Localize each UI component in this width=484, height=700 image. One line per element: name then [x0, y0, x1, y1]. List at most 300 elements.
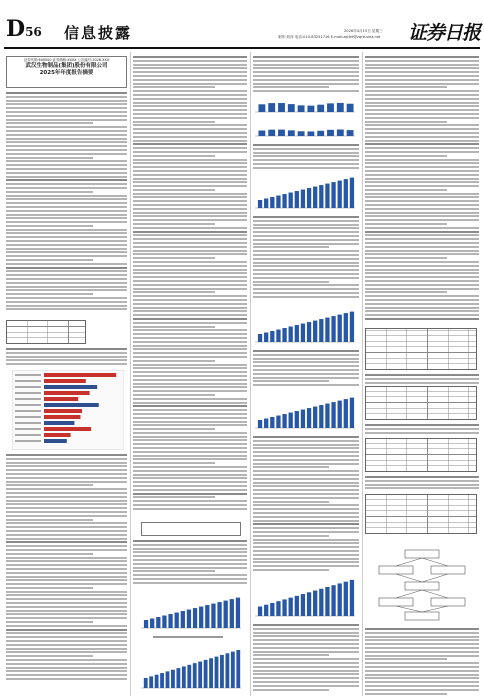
text-line	[133, 162, 247, 164]
text-line	[253, 79, 359, 81]
text-line	[133, 470, 247, 472]
text-line	[133, 508, 247, 510]
bar	[270, 197, 274, 208]
text-line	[365, 159, 479, 161]
text-line	[253, 459, 359, 461]
text-line	[6, 210, 127, 212]
text-line	[365, 178, 479, 180]
text-line	[253, 447, 359, 449]
text-line	[6, 598, 127, 600]
bar	[230, 599, 234, 628]
section-letter: D	[6, 16, 26, 42]
text-line	[133, 212, 247, 214]
text-line	[365, 109, 479, 111]
bar	[313, 187, 317, 208]
text-block	[253, 624, 359, 692]
text-line	[365, 655, 479, 657]
bar	[264, 605, 268, 616]
text-line	[365, 238, 479, 240]
bar	[295, 411, 299, 428]
text-line	[365, 378, 479, 380]
text-line	[6, 481, 127, 483]
text-line	[6, 160, 127, 162]
category-label	[15, 386, 41, 388]
text-line	[133, 303, 247, 305]
text-line	[253, 354, 359, 356]
flow-node	[379, 598, 413, 606]
text-line	[6, 602, 127, 604]
text-line	[253, 155, 359, 157]
bar	[44, 409, 82, 413]
text-line	[365, 685, 479, 687]
bar	[187, 610, 191, 628]
text-line	[6, 145, 127, 147]
column-chart	[253, 574, 357, 620]
text-block	[365, 476, 479, 491]
text-line	[133, 215, 247, 217]
text-line	[365, 272, 479, 274]
text-line	[6, 655, 93, 657]
text-line	[133, 329, 247, 331]
text-line	[133, 193, 247, 195]
column-divider	[130, 52, 131, 696]
text-line	[253, 369, 359, 371]
bar	[44, 433, 71, 437]
text-line	[365, 166, 479, 168]
category-label	[15, 410, 41, 412]
column-4	[365, 52, 479, 696]
text-line	[6, 496, 127, 498]
bar	[44, 397, 78, 401]
text-block	[6, 92, 127, 312]
text-line	[6, 663, 127, 665]
text-line	[253, 651, 359, 653]
text-line	[133, 102, 247, 104]
text-line	[133, 458, 247, 460]
text-block	[6, 348, 127, 367]
text-line	[6, 232, 127, 234]
text-line	[6, 225, 93, 227]
issue-date: 2026年4月15日 星期三	[344, 29, 383, 33]
text-line	[133, 371, 247, 373]
text-line	[133, 582, 247, 584]
text-line	[6, 625, 127, 627]
text-line	[6, 282, 127, 284]
text-line	[133, 455, 247, 457]
text-line	[365, 67, 479, 69]
text-line	[365, 102, 479, 104]
category-label	[15, 428, 41, 430]
text-line	[6, 183, 127, 185]
category-label	[15, 416, 41, 418]
text-line	[6, 477, 127, 479]
company-name: 武汉生物制品(集团)股份有限公司	[25, 63, 108, 69]
text-line	[253, 451, 359, 453]
text-line	[365, 90, 479, 92]
text-line	[253, 250, 359, 252]
text-line	[253, 277, 359, 279]
text-line	[133, 574, 247, 576]
column-chart	[139, 592, 243, 632]
text-line	[365, 250, 479, 252]
text-line	[253, 83, 359, 85]
text-line	[133, 489, 247, 491]
text-line	[6, 297, 127, 299]
text-line	[253, 685, 359, 687]
text-line	[6, 545, 127, 547]
text-line	[133, 178, 247, 180]
text-block	[253, 144, 359, 171]
bar	[44, 379, 86, 383]
text-line	[133, 250, 247, 252]
text-line	[253, 75, 359, 77]
text-line	[6, 591, 127, 593]
text-line	[133, 428, 215, 430]
text-line	[365, 136, 479, 138]
bar	[317, 131, 324, 136]
text-line	[253, 639, 359, 641]
text-line	[365, 428, 479, 430]
text-line	[365, 284, 479, 286]
text-line	[365, 105, 479, 107]
text-line	[6, 640, 127, 642]
text-line	[6, 648, 127, 650]
text-line	[253, 539, 359, 541]
bar	[298, 131, 305, 136]
text-line	[365, 280, 479, 282]
text-line	[365, 212, 479, 214]
text-line	[365, 276, 479, 278]
text-line	[253, 647, 359, 649]
bar	[162, 616, 166, 628]
text-block	[365, 628, 479, 696]
text-line	[365, 147, 479, 149]
text-line	[365, 689, 479, 691]
column-divider	[362, 52, 363, 696]
text-line	[253, 516, 359, 518]
text-line	[253, 558, 359, 560]
bar	[150, 619, 154, 628]
text-line	[133, 436, 247, 438]
bar	[350, 398, 354, 428]
text-line	[133, 386, 247, 388]
text-line	[365, 265, 479, 267]
column-chart	[253, 122, 357, 140]
horizontal-bar-chart	[12, 370, 124, 450]
text-line	[253, 227, 359, 229]
text-line	[133, 551, 247, 553]
text-line	[133, 540, 247, 542]
text-line	[253, 463, 359, 465]
text-line	[133, 83, 247, 85]
text-line	[253, 361, 359, 363]
bar	[282, 414, 286, 428]
text-line	[365, 651, 479, 653]
text-line	[6, 492, 127, 494]
text-line	[6, 606, 127, 608]
bar	[301, 324, 305, 342]
text-line	[253, 689, 329, 691]
text-line	[133, 208, 247, 210]
text-line	[133, 231, 247, 233]
text-line	[133, 496, 215, 498]
text-line	[253, 384, 359, 386]
text-line	[6, 267, 127, 269]
category-label	[15, 392, 41, 394]
text-line	[253, 493, 359, 495]
bar	[268, 103, 275, 112]
text-line	[133, 204, 247, 206]
text-line	[133, 398, 247, 400]
text-line	[365, 677, 479, 679]
text-line	[133, 567, 247, 569]
text-line	[253, 56, 359, 58]
text-line	[6, 138, 127, 140]
text-line	[133, 265, 247, 267]
text-line	[133, 318, 247, 320]
bar	[327, 103, 334, 112]
text-line	[253, 235, 359, 237]
text-line	[6, 286, 127, 288]
text-line	[6, 107, 127, 109]
text-line	[253, 531, 359, 533]
report-title	[6, 58, 127, 77]
category-label	[15, 440, 41, 442]
text-line	[253, 60, 359, 62]
text-block	[365, 56, 479, 322]
flow-node	[431, 566, 465, 574]
text-line	[365, 86, 447, 88]
text-line	[133, 417, 247, 419]
flow-diagram	[369, 548, 475, 622]
text-line	[133, 159, 247, 161]
bar	[258, 420, 262, 428]
text-line	[365, 185, 479, 187]
text-line	[253, 527, 359, 529]
text-line	[133, 337, 247, 339]
text-line	[6, 534, 127, 536]
bar	[258, 200, 262, 208]
bar	[313, 407, 317, 428]
text-line	[6, 587, 93, 589]
text-line	[133, 310, 247, 312]
text-block	[365, 374, 479, 385]
text-line	[365, 484, 479, 486]
bar	[258, 607, 262, 617]
text-line	[133, 219, 247, 221]
text-block	[253, 436, 359, 573]
bar	[307, 408, 311, 428]
bar	[350, 312, 354, 342]
text-line	[253, 365, 359, 367]
text-line	[133, 485, 247, 487]
text-line	[6, 579, 127, 581]
text-line	[6, 507, 127, 509]
text-line	[133, 462, 215, 464]
text-line	[253, 292, 359, 294]
stock-code-line: 证券代码:600000 证券简称:XXXX 公告编号:2026-XXX	[23, 58, 110, 62]
text-line	[6, 458, 127, 460]
text-line	[253, 296, 359, 298]
text-line	[133, 544, 247, 546]
text-line	[133, 117, 247, 119]
column-chart	[253, 306, 357, 346]
flow-node	[379, 566, 413, 574]
bar	[350, 178, 354, 208]
text-line	[253, 550, 359, 552]
text-line	[253, 284, 359, 286]
text-line	[253, 350, 359, 352]
text-line	[6, 278, 127, 280]
bar	[231, 652, 235, 688]
text-line	[365, 128, 479, 130]
bar	[168, 614, 172, 628]
text-line	[133, 548, 247, 550]
text-line	[253, 231, 359, 233]
text-line	[133, 326, 215, 328]
bar	[331, 402, 335, 428]
bar	[276, 601, 280, 616]
bar	[301, 190, 305, 208]
text-line	[365, 269, 479, 271]
text-line	[365, 170, 479, 172]
bar	[319, 185, 323, 208]
bar	[193, 663, 197, 688]
column-1	[6, 52, 127, 696]
bar	[149, 676, 153, 688]
text-line	[6, 594, 127, 596]
text-line	[6, 115, 127, 117]
text-line	[365, 693, 447, 695]
text-line	[253, 658, 359, 660]
text-line	[6, 236, 127, 238]
bar	[338, 181, 342, 208]
text-line	[6, 187, 127, 189]
text-line	[6, 172, 127, 174]
text-line	[133, 504, 247, 506]
text-line	[253, 444, 359, 446]
text-line	[253, 152, 359, 154]
bar	[282, 328, 286, 342]
page-header	[0, 0, 484, 52]
bar	[155, 675, 159, 688]
text-line	[6, 96, 127, 98]
text-block	[6, 454, 127, 682]
text-line	[253, 677, 359, 679]
column-3	[253, 52, 359, 696]
bar	[175, 613, 179, 628]
text-line	[253, 489, 359, 491]
text-line	[133, 383, 247, 385]
text-line	[6, 164, 127, 166]
bar	[344, 313, 348, 342]
text-line	[6, 149, 127, 151]
text-line	[133, 405, 247, 407]
text-line	[365, 189, 447, 191]
text-line	[133, 314, 247, 316]
bar	[307, 131, 314, 136]
text-line	[133, 56, 247, 58]
text-line	[253, 474, 359, 476]
text-line	[365, 234, 479, 236]
text-line	[133, 189, 215, 191]
bar	[289, 598, 293, 616]
text-line	[133, 299, 247, 301]
text-line	[6, 500, 127, 502]
bar	[198, 662, 202, 688]
text-line	[133, 257, 215, 259]
text-line	[6, 356, 127, 358]
category-label	[15, 374, 41, 376]
text-line	[365, 64, 479, 66]
text-line	[133, 333, 247, 335]
bar	[215, 657, 219, 688]
text-line	[133, 291, 215, 293]
text-line	[365, 424, 479, 426]
text-line	[6, 240, 127, 242]
text-line	[365, 291, 447, 293]
text-line	[365, 227, 479, 229]
text-line	[253, 666, 359, 668]
text-line	[365, 181, 479, 183]
text-line	[6, 488, 127, 490]
bar	[225, 653, 229, 688]
flow-connector	[396, 574, 422, 582]
text-line	[6, 363, 127, 365]
text-line	[133, 143, 247, 145]
bar	[44, 421, 74, 425]
bar	[181, 611, 185, 628]
text-line	[253, 144, 359, 146]
text-line	[6, 119, 127, 121]
flow-node	[405, 582, 439, 590]
text-line	[6, 168, 127, 170]
bar	[307, 592, 311, 616]
bar	[289, 413, 293, 428]
bar	[199, 607, 203, 628]
page-number: 56	[25, 25, 42, 39]
text-line	[133, 272, 247, 274]
text-line	[133, 409, 247, 411]
bar	[276, 416, 280, 428]
text-line	[365, 670, 479, 672]
text-line	[133, 170, 247, 172]
text-line	[133, 147, 247, 149]
text-line	[133, 360, 215, 362]
bar	[319, 319, 323, 342]
bar	[44, 385, 97, 389]
bar	[331, 182, 335, 208]
text-line	[6, 462, 127, 464]
text-line	[133, 79, 247, 81]
text-line	[133, 500, 247, 502]
bar	[217, 602, 221, 628]
text-line	[6, 244, 127, 246]
bar	[144, 620, 148, 628]
bar	[289, 327, 293, 342]
text-line	[6, 629, 127, 631]
text-line	[253, 67, 359, 69]
text-line	[133, 64, 247, 66]
flow-node	[431, 598, 465, 606]
text-line	[133, 113, 247, 115]
bar	[307, 106, 314, 112]
text-line	[6, 583, 127, 585]
text-line	[253, 377, 359, 379]
bar	[282, 194, 286, 208]
text-line	[133, 439, 247, 441]
text-line	[253, 662, 359, 664]
